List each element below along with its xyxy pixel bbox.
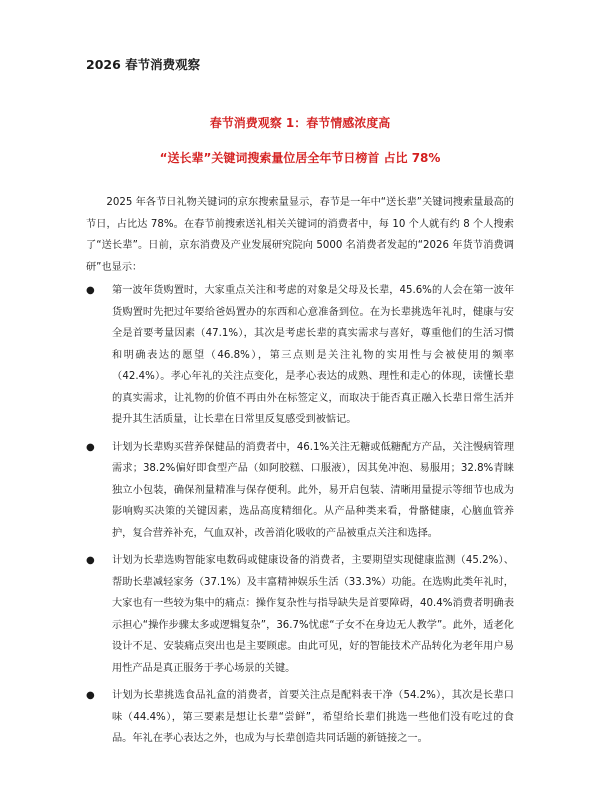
bullet-text: 计划为长辈选购智能家电数码或健康设备的消费者，主要期望实现健康监测（45.2%）、帮助长辈减轻家务（37.1%）及丰富精神娱乐生活（33.3%）功能。在选购此类年礼时，大家也有一些较为集中的痛点：操作复杂性与指导缺失是首要障碍，40.4%消费者明确表示担心“操作步骤太多或逻辑复杂”，36.7%忧虑“子女不在身边无人教学”。此外，适老化设计不足、安装痛点突出也是主要顾虑。由此可见，好的智能技术产品转化为老年用户易用性产品是真正服务于孝心场景的关键。 (112, 555, 514, 674)
bullet-item (86, 550, 514, 679)
bullet-text: 计划为长辈购买营养保健品的消费者中，46.1%关注无糖或低糖配方产品，关注慢病管理需求；38.2%偏好即食型产品（如阿胶糕、口服液），因其免冲泡、易服用；32.8%青睐独立小包装，确保剂量精准与保存便利。此外，易开启包装、清晰用量提示等细节也成为影响购买决策的关键因素，选品高度精细化。从产品种类来看，骨骼健康，心脑血管养护，复合营养补充，气血双补，改善消化吸收的产品被重点关注和选择。 (112, 441, 514, 539)
bullet-dot-icon: ● (86, 285, 95, 296)
bullet-text: 第一波年货购置时，大家重点关注和考虑的对象是父母及长辈，45.6%的人会在第一波年货购置时先把过年要给爸妈置办的东西和心意准备到位。在为长辈挑选年礼时，健康与安全是首要考量因素（47.1%），其次是考虑长辈的真实需求与喜好，尊重他们的生活习惯和明确表达的愿望（46.8%），第三点则是关注礼物的实用性与会被使用的频率（42.4%）。孝心年礼的关注点变化，是孝心表达的成熟、理性和走心的体现，读懂长辈的真实需求，让礼物的价值不再由外在标签定义，而取决于能否真正融入长辈日常生活并提升其生活质量，让长辈在日常里反复感受到被惦记。 (112, 285, 514, 425)
bullet-dot-icon: ● (86, 555, 95, 566)
bullet-item (86, 685, 514, 750)
bullet-item (86, 280, 514, 431)
bullet-dot-icon: ● (86, 690, 95, 701)
bullet-item (86, 437, 514, 545)
intro-paragraph: 2025 年各节日礼物关键词的京东搜索量显示，春节是一年中“送长辈”关键词搜索量最高的节日，占比达 78%。在春节前搜索送礼相关关键词的消费者中，每 10 个人就有约 8 个人搜索了“送长辈”。日前，京东消费及产业发展研究院向 5000 名消费者发起的“2026 年货节消费调研”也显示： (86, 197, 514, 273)
bullet-dot-icon: ● (86, 441, 95, 453)
document-title: 2026 春节消费观察 (86, 57, 201, 72)
bullet-list (86, 280, 514, 750)
section-heading-1: 春节消费观察 1：春节情感浓度高 (209, 116, 391, 130)
bullet-text: 计划为长辈挑选食品礼盒的消费者，首要关注点是配料表干净（54.2%），其次是长辈口味（44.4%），第三要素是想让长辈“尝鲜”，希望给长辈们挑选一些他们没有吃过的食品。年礼在孝心表达之外，也成为与长辈创造共同话题的新链接之一。 (112, 690, 514, 744)
section-heading-2: “送长辈”关键词搜索量位居全年节日榜首 占比 78% (159, 151, 441, 165)
